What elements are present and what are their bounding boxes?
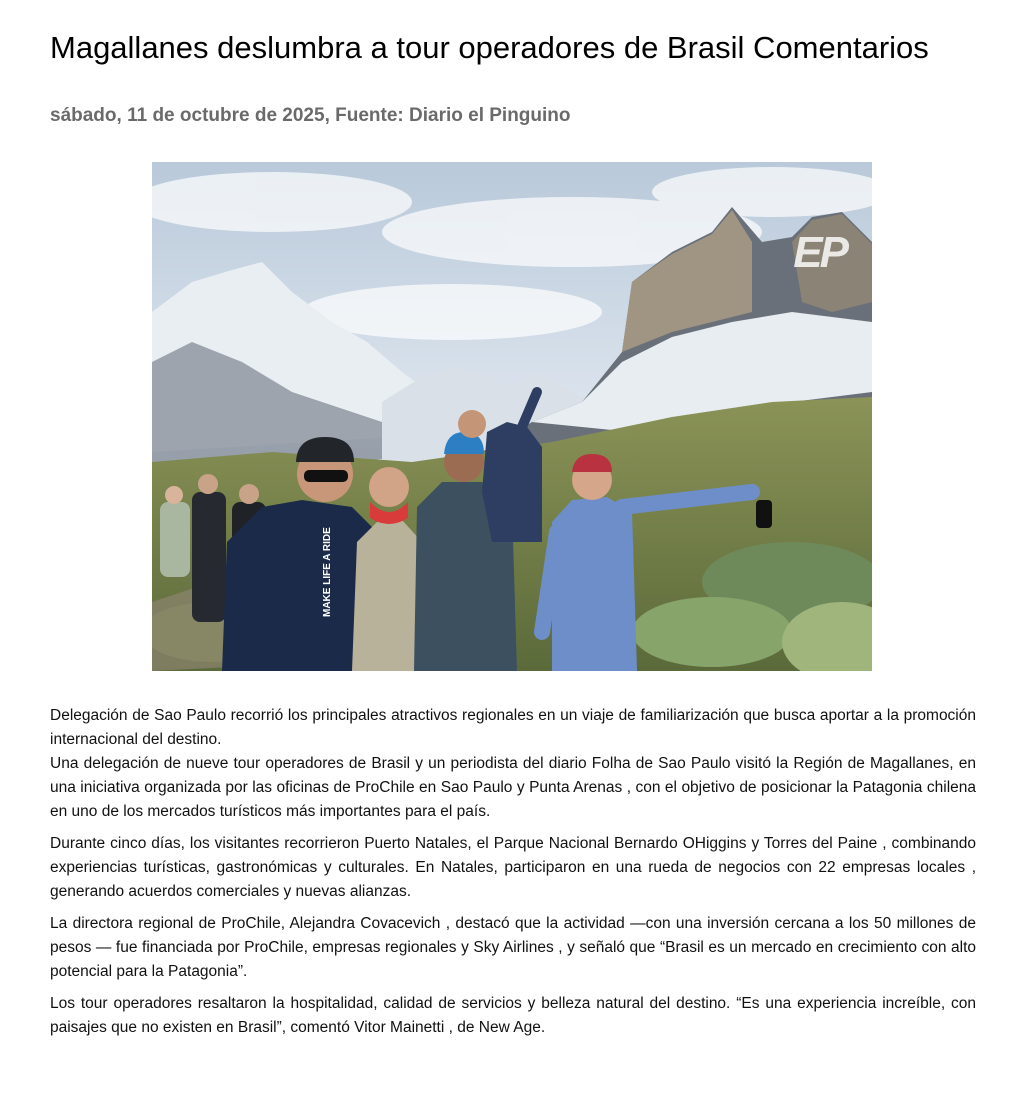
article-meta: sábado, 11 de octubre de 2025, Fuente: Diario el Pinguino <box>50 105 571 126</box>
paragraph: Una delegación de nueve tour operadores de Brasil y un periodista del diario Folha de Sao Paulo visitó la Región de Magallanes, en una iniciativa organizada por las oficinas de ProChile en Sao Paulo y Punta Arenas , con el objetivo de posicionar la Patagonia chilena en uno de los mercados turísticos más importantes para el país. <box>50 755 976 820</box>
article-title: Magallanes deslumbra a tour operadores de Brasil Comentarios <box>50 30 929 65</box>
paragraph: La directora regional de ProChile, Alejandra Covacevich , destacó que la actividad —con una inversión cercana a los 50 millones de pesos — fue financiada por ProChile, empresas regionales y Sky Airlines , y señaló que “Brasil es un mercado en crecimiento con alto potencial para la Patagonia”. <box>50 915 976 980</box>
article-photo <box>152 162 872 671</box>
article <box>50 0 976 1040</box>
paragraph-lead: Delegación de Sao Paulo recorrió los principales atractivos regionales en un viaje de familiarización que busca aportar a la promoción internacional del destino. <box>50 707 976 748</box>
article-body <box>50 704 976 1040</box>
jacket-text: MAKE LIFE A RIDE <box>322 527 333 617</box>
patagonia-group-photo <box>152 162 872 671</box>
paragraph: Durante cinco días, los visitantes recorrieron Puerto Natales, el Parque Nacional Bernardo OHiggins y Torres del Paine , combinando experiencias turísticas, gastronómicas y culturales. En Natales, participaron en una rueda de negocios con 22 empresas locales , generando acuerdos comerciales y nuevas alianzas. <box>50 835 976 900</box>
paragraph: Los tour operadores resaltaron la hospitalidad, calidad de servicios y belleza natural del destino. “Es una experiencia increíble, con paisajes que no existen en Brasil”, comentó Vitor Mainetti , de New Age. <box>50 995 976 1036</box>
watermark-logo: EP <box>793 228 846 277</box>
